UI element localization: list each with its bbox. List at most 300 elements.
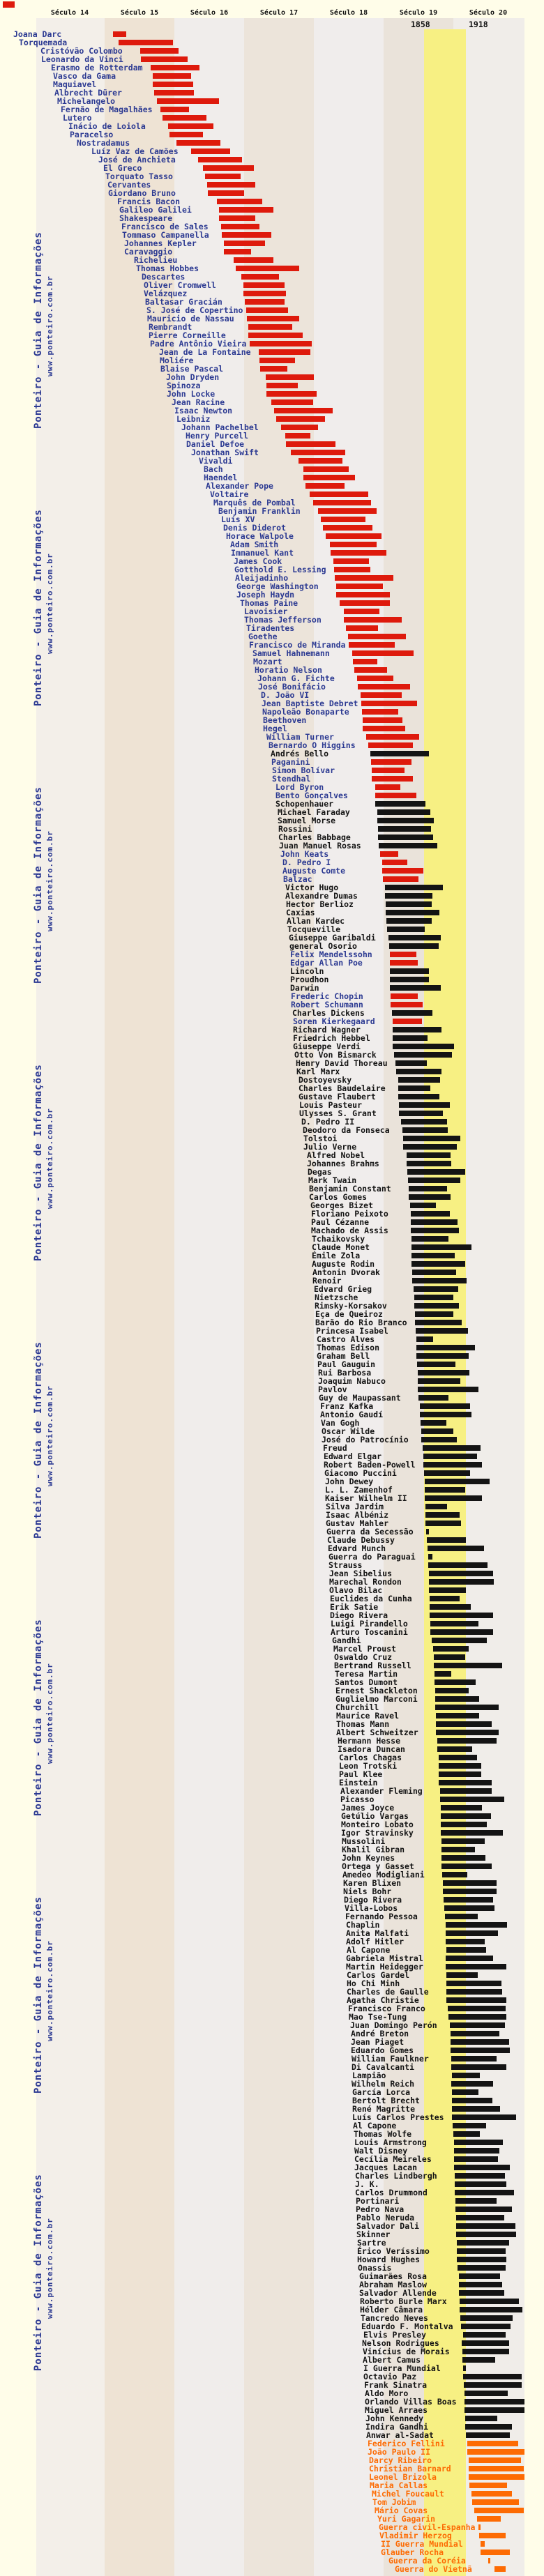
person-label: Kaiser Wilhelm II	[325, 1493, 407, 1503]
lifespan-bar	[398, 1094, 439, 1099]
person-label: Niels Bohr	[343, 1887, 392, 1896]
event-label: II Guerra Mundial	[381, 2539, 463, 2549]
person-label: Portinari	[356, 2196, 400, 2206]
person-label: Cristóvão Colombo	[40, 46, 123, 56]
person-label: Churchill	[335, 1702, 379, 1712]
person-label: Rui Barbosa	[318, 1368, 372, 1378]
lifespan-bar	[469, 2483, 507, 2488]
lifespan-bar	[393, 1044, 454, 1049]
lifespan-bar	[361, 701, 417, 706]
lifespan-bar	[399, 1102, 450, 1108]
person-label: Vladimir Herzog	[379, 2531, 452, 2540]
lifespan-bar	[469, 2457, 521, 2463]
person-label: Thomas Mann	[336, 1719, 390, 1729]
person-label: Johann G. Fichte	[257, 673, 335, 683]
person-label: André Breton	[351, 2029, 409, 2038]
lifespan-bar	[441, 1822, 487, 1827]
lifespan-bar	[395, 1060, 427, 1066]
person-label: Caravaggio	[124, 247, 173, 257]
lifespan-bar	[441, 1847, 475, 1852]
lifespan-bar	[153, 82, 193, 87]
lifespan-bar	[140, 48, 179, 54]
event-bar	[428, 1554, 432, 1560]
person-label: Floriano Peixoto	[311, 1209, 388, 1219]
person-label: Francis Bacon	[117, 197, 181, 206]
lifespan-bar	[439, 1755, 477, 1760]
lifespan-bar	[219, 207, 273, 213]
person-label: Rossini	[278, 824, 312, 834]
person-label: Maquiavel	[53, 79, 97, 89]
person-label: D. Pedro II	[301, 1117, 355, 1127]
lifespan-bar	[392, 1010, 432, 1016]
lifespan-bar	[461, 2324, 511, 2329]
person-label: Fernão de Magalhães	[61, 105, 153, 114]
lifespan-bar	[408, 1178, 460, 1183]
person-label: Arturo Toscanini	[331, 1627, 408, 1637]
lifespan-bar	[380, 851, 398, 857]
person-label: Michel Foucault	[372, 2489, 444, 2499]
lifespan-bar	[430, 1621, 478, 1626]
person-label: Ortega y Gasset	[342, 1861, 414, 1871]
lifespan-bar	[451, 2031, 499, 2036]
lifespan-bar	[163, 115, 206, 121]
lifespan-bar	[464, 2407, 524, 2413]
event-label: Guerra da Secessão	[326, 1527, 414, 1537]
lifespan-bar	[217, 199, 262, 204]
sidebar-url-link[interactable]: www.ponteiro.com.br	[45, 1385, 54, 1486]
person-label: Beethoven	[263, 715, 307, 725]
lifespan-bar	[418, 1370, 469, 1375]
lifespan-bar	[385, 885, 443, 890]
lifespan-bar	[113, 31, 126, 37]
lifespan-bar	[452, 2114, 516, 2120]
event-label: Guerra do Paraguai	[328, 1552, 416, 1562]
lifespan-bar	[440, 1788, 492, 1794]
lifespan-bar	[456, 2215, 504, 2220]
lifespan-bar	[430, 1613, 493, 1618]
person-label: Charles Babbage	[278, 832, 351, 842]
lifespan-bar	[323, 525, 372, 531]
person-label: Chaplin	[346, 1920, 380, 1930]
lifespan-bar	[469, 2474, 524, 2480]
person-label: Castro Alves	[317, 1334, 375, 1344]
person-label: Marquês de Pombal	[213, 498, 296, 508]
lifespan-bar	[446, 1956, 493, 1961]
event-bar	[426, 1529, 429, 1534]
person-label: Giacomo Puccini	[324, 1468, 397, 1478]
person-label: Skinner	[356, 2230, 391, 2239]
lifespan-bar	[436, 1713, 479, 1718]
lifespan-bar	[377, 818, 434, 823]
lifespan-bar	[393, 1027, 441, 1032]
person-label: Lord Byron	[275, 782, 324, 792]
person-label: Schopenhauer	[275, 799, 334, 809]
century-label: Século 14	[50, 9, 89, 17]
century-label: Século 20	[469, 9, 508, 17]
lifespan-bar	[357, 676, 393, 681]
person-label: Charles de Gaulle	[347, 1987, 429, 1997]
lifespan-bar	[375, 784, 400, 790]
person-label: Roberto Burle Marx	[360, 2296, 447, 2306]
person-label: García Lorca	[352, 2087, 411, 2097]
lifespan-bar	[368, 742, 413, 748]
lifespan-bar	[414, 1286, 458, 1292]
person-label: Proudhon	[290, 975, 329, 984]
person-label: Goethe	[248, 632, 278, 641]
person-label: Alexander Pope	[206, 481, 273, 491]
person-label: Albrecht Dürer	[54, 88, 122, 98]
person-label: Sartre	[357, 2238, 386, 2248]
person-label: John Dryden	[166, 372, 220, 382]
lifespan-bar	[390, 977, 429, 982]
lifespan-bar	[453, 2123, 486, 2128]
lifespan-bar	[222, 232, 271, 238]
lifespan-bar	[416, 1328, 468, 1334]
person-label: Torquemada	[19, 38, 68, 47]
lifespan-bar	[444, 1897, 493, 1903]
person-label: Jean de La Fontaine	[159, 347, 251, 357]
person-label: Felix Mendelssohn	[290, 950, 372, 959]
lifespan-bar	[416, 1345, 475, 1350]
person-label: Jean Baptiste Debret	[262, 699, 358, 708]
person-label: Samuel Hahnemann	[252, 648, 330, 658]
person-label: Silva Jardim	[326, 1502, 384, 1511]
sidebar-title: Ponteiro - Guia de Informações	[33, 1341, 44, 1539]
lifespan-bar	[391, 1002, 423, 1007]
lifespan-bar	[224, 249, 251, 254]
sidebar-title: Ponteiro - Guia de Informações	[33, 231, 44, 429]
person-label: Guglielmo Marconi	[335, 1694, 418, 1704]
lifespan-bar	[433, 1646, 469, 1652]
person-label: Vasco da Gama	[53, 71, 116, 81]
person-label: Einstein	[339, 1778, 378, 1788]
lifespan-bar	[389, 943, 439, 949]
lifespan-bar	[208, 190, 244, 196]
person-label: Abraham Maslow	[359, 2280, 427, 2289]
lifespan-bar	[303, 475, 355, 480]
sidebar-title: Ponteiro - Guia de Informações	[33, 786, 44, 984]
lifespan-bar	[428, 1546, 484, 1551]
lifespan-bar	[246, 307, 288, 313]
person-label: Antonin Dvorak	[312, 1267, 380, 1277]
person-label: Graham Bell	[317, 1351, 370, 1361]
event-label: Guerra civil-Espanha	[379, 2522, 476, 2532]
lifespan-bar	[467, 2449, 524, 2455]
sidebar-url-link[interactable]: www.ponteiro.com.br	[45, 275, 54, 376]
lifespan-bar	[393, 1035, 428, 1041]
lifespan-bar	[219, 215, 255, 221]
person-label: Spinoza	[167, 381, 201, 390]
lifespan-bar	[248, 324, 292, 330]
person-label: Degas	[308, 1167, 332, 1177]
person-label: Carlos Gardel	[347, 1970, 410, 1980]
lifespan-bar	[191, 148, 230, 154]
person-label: Darwin	[290, 983, 319, 993]
person-label: Igor Stravinsky	[341, 1828, 414, 1838]
lifespan-bar	[363, 726, 405, 731]
lifespan-bar	[446, 1972, 478, 1978]
lifespan-bar	[459, 2273, 500, 2279]
person-label: Alexandre Dumas	[285, 891, 358, 901]
person-label: Torquato Tasso	[105, 172, 173, 181]
sidebar-url-link[interactable]: www.ponteiro.com.br	[45, 553, 54, 654]
lifespan-bar	[379, 843, 437, 848]
century-label: Século 16	[190, 9, 229, 17]
lifespan-bar	[446, 1997, 506, 2003]
person-label: Eduardo Gomes	[351, 2045, 414, 2055]
sidebar-url-link[interactable]: www.ponteiro.com.br	[45, 1940, 54, 2041]
lifespan-bar	[224, 241, 265, 246]
person-label: Denis Diderot	[223, 523, 287, 533]
lifespan-bar	[451, 2048, 510, 2053]
lifespan-bar	[444, 1905, 494, 1911]
person-label: Martin Heidegger	[346, 1962, 423, 1972]
person-label: Mozart	[253, 657, 282, 666]
person-label: Michelangelo	[57, 96, 116, 106]
lifespan-bar	[453, 2131, 480, 2137]
person-label: Bento Gonçalves	[275, 791, 348, 800]
lifespan-bar	[418, 1378, 460, 1384]
lifespan-bar	[465, 2416, 497, 2421]
lifespan-bar	[457, 2240, 509, 2246]
lifespan-bar	[432, 1638, 487, 1643]
person-label: Tocqueville	[287, 924, 341, 934]
person-label: René Magritte	[352, 2104, 416, 2114]
lifespan-bar	[375, 793, 416, 798]
lifespan-bar	[452, 2106, 500, 2112]
person-label: Fernando Pessoa	[345, 1912, 418, 1921]
person-label: Stendhal	[272, 774, 311, 784]
lifespan-bar	[446, 1989, 502, 1995]
lifespan-bar	[441, 1855, 485, 1861]
band-end-year-label: 1918	[469, 20, 488, 29]
person-label: Frank Sinatra	[364, 2380, 428, 2390]
sidebar-title: Ponteiro - Guia de Informações	[33, 2174, 44, 2371]
person-label: Victor Hugo	[285, 883, 339, 892]
logo-mark	[3, 1, 15, 8]
person-label: James Cook	[234, 556, 282, 566]
lifespan-bar	[271, 399, 313, 405]
person-label: Gotthold E. Lessing	[234, 565, 326, 574]
lifespan-bar	[452, 2089, 478, 2095]
person-label: Jonathan Swift	[191, 448, 259, 457]
person-label: Alfred Nobel	[307, 1150, 365, 1160]
lifespan-bar	[344, 617, 402, 623]
lifespan-bar	[362, 709, 398, 715]
person-label: Richard Wagner	[293, 1025, 361, 1035]
lifespan-bar	[403, 1136, 460, 1141]
lifespan-bar	[471, 2491, 512, 2497]
lifespan-bar	[430, 1604, 471, 1610]
lifespan-bar	[363, 717, 402, 723]
person-label: Daniel Defoe	[186, 439, 245, 449]
lifespan-bar	[460, 2299, 519, 2304]
person-label: Friedrich Hebbel	[293, 1033, 370, 1043]
lifespan-bar	[330, 542, 377, 547]
person-label: Luís XV	[221, 515, 255, 524]
event-bar	[478, 2524, 481, 2530]
lifespan-bar	[417, 1362, 455, 1367]
sidebar-url-link[interactable]: www.ponteiro.com.br	[45, 830, 54, 931]
lifespan-bar	[398, 1077, 440, 1083]
person-label: John Kennedy	[365, 2414, 424, 2423]
person-label: Indira Gandhi	[365, 2422, 429, 2432]
lifespan-bar	[375, 801, 425, 807]
person-label: Johannes Brahms	[307, 1159, 379, 1168]
lifespan-bar	[371, 759, 411, 765]
lifespan-bar	[409, 1186, 447, 1191]
person-label: Padre Antônio Vieira	[150, 339, 247, 349]
person-label: William Turner	[266, 732, 334, 742]
lifespan-bar	[378, 826, 431, 832]
person-label: Van Gogh	[321, 1418, 360, 1428]
person-label: José Bonifácio	[258, 682, 326, 692]
lifespan-bar	[344, 609, 379, 614]
person-label: Jean Sibelius	[329, 1569, 393, 1578]
lifespan-bar	[326, 533, 381, 539]
lifespan-bar	[243, 291, 286, 296]
lifespan-bar	[460, 2315, 513, 2321]
lifespan-bar	[285, 433, 310, 439]
person-label: Bertrand Russell	[334, 1661, 411, 1670]
lifespan-bar	[221, 224, 259, 229]
person-label: Guimarães Rosa	[359, 2271, 427, 2281]
person-label: Baltasar Gracián	[145, 297, 222, 307]
lifespan-bar	[474, 2508, 524, 2513]
lifespan-bar	[391, 993, 418, 999]
lifespan-bar	[349, 642, 395, 648]
person-label: Lavoisier	[244, 607, 288, 616]
person-label: Thomas Paine	[240, 598, 299, 608]
lifespan-bar	[439, 1771, 481, 1777]
person-label: Shakespeare	[119, 213, 173, 223]
person-label: Nietzsche	[315, 1293, 358, 1302]
lifespan-bar	[421, 1420, 446, 1426]
lifespan-bar	[396, 1069, 441, 1074]
lifespan-bar	[451, 2081, 493, 2087]
person-label: Edvard Munch	[328, 1544, 386, 1553]
lifespan-bar	[446, 1939, 485, 1944]
lifespan-bar	[157, 98, 219, 104]
person-label: Caxias	[286, 908, 315, 917]
person-label: Isaac Newton	[174, 406, 233, 416]
lifespan-bar	[451, 2039, 509, 2045]
person-label: El Greco	[103, 163, 142, 173]
lifespan-bar	[467, 2441, 518, 2446]
lifespan-bar	[259, 349, 310, 355]
person-label: D. João VI	[261, 690, 310, 700]
century-label: Século 18	[329, 9, 368, 17]
lifespan-bar	[385, 893, 432, 899]
person-label: D. Pedro I	[282, 858, 331, 867]
person-label: Oliver Cromwell	[144, 280, 216, 290]
sidebar-url-link[interactable]: www.ponteiro.com.br	[45, 1663, 54, 1764]
person-label: Euclides da Cunha	[330, 1594, 412, 1603]
lifespan-bar	[425, 1504, 447, 1509]
person-label: Freud	[323, 1443, 347, 1453]
lifespan-bar	[119, 40, 173, 45]
person-label: Velázquez	[144, 289, 188, 298]
lifespan-bar	[464, 2382, 522, 2388]
lifespan-bar	[207, 182, 255, 188]
person-label: Karen Blixen	[343, 1878, 402, 1888]
sidebar-url-link[interactable]: www.ponteiro.com.br	[45, 1108, 54, 1209]
lifespan-bar	[336, 584, 383, 589]
lifespan-bar	[462, 2349, 509, 2354]
person-label: Wilhelm Reich	[352, 2079, 415, 2089]
lifespan-bar	[454, 2165, 510, 2170]
lifespan-bar	[410, 1203, 436, 1208]
person-label: Johann Pachelbel	[181, 422, 259, 432]
person-label: Jean Racine	[172, 397, 225, 407]
lifespan-bar	[286, 441, 335, 447]
person-label: Nelson Rodrigues	[362, 2338, 439, 2348]
person-label: Edward Elgar	[324, 1451, 382, 1461]
person-label: Cecília Meireles	[354, 2154, 432, 2164]
person-label: Horace Walpole	[226, 531, 294, 541]
person-label: Carlos Drummond	[355, 2188, 428, 2197]
person-label: Ho Chi Minh	[347, 1979, 400, 1988]
person-label: Louis Armstrong	[354, 2137, 427, 2147]
person-label: José do Patrocínio	[322, 1435, 409, 1445]
lifespan-bar	[456, 2232, 516, 2237]
lifespan-bar	[437, 1738, 497, 1744]
person-label: Eça de Queiroz	[315, 1309, 383, 1319]
lifespan-bar	[377, 809, 430, 815]
lifespan-bar	[465, 2424, 512, 2430]
person-label: Julio Verne	[303, 1142, 357, 1152]
lifespan-bar	[425, 1521, 461, 1526]
person-label: Renoir	[312, 1276, 342, 1286]
lifespan-bar	[441, 1830, 503, 1836]
lifespan-bar	[411, 1228, 459, 1233]
person-label: Hector Berlioz	[286, 899, 354, 909]
lifespan-bar	[411, 1211, 450, 1217]
event-label: I Guerra Mundial	[363, 2363, 441, 2373]
lifespan-bar	[154, 90, 194, 96]
person-label: Hélder Câmara	[360, 2305, 423, 2315]
person-label: Andrés Bello	[271, 749, 329, 759]
person-label: Auguste Comte	[282, 866, 346, 876]
person-label: Giuseppe Verdi	[293, 1042, 361, 1051]
lifespan-bar	[402, 1127, 448, 1133]
lifespan-bar	[266, 391, 317, 397]
person-label: Bach	[204, 464, 223, 474]
person-label: Maurice Ravel	[336, 1711, 400, 1721]
person-label: Henry Purcell	[186, 431, 249, 441]
sidebar-url-link[interactable]: www.ponteiro.com.br	[45, 2218, 54, 2319]
person-label: Cervantes	[107, 180, 151, 190]
lifespan-bar	[459, 2282, 502, 2287]
person-label: Olavo Bilac	[329, 1585, 383, 1595]
person-label: Dostoyevsky	[299, 1075, 352, 1085]
century-label: Século 17	[259, 9, 299, 17]
person-label: Hegel	[263, 724, 287, 733]
lifespan-bar	[386, 910, 439, 915]
lifespan-bar	[241, 274, 279, 280]
lifespan-bar	[445, 1914, 478, 1919]
lifespan-bar	[353, 659, 377, 664]
person-label: Orlando Villas Boas	[365, 2397, 457, 2407]
person-label: Edvard Grieg	[314, 1284, 372, 1294]
lifespan-bar	[318, 508, 377, 514]
person-label: Pedro Nava	[356, 2204, 405, 2214]
person-label: Frederic Chopin	[291, 991, 363, 1001]
person-label: Marcel Proust	[333, 1644, 397, 1654]
lifespan-bar	[407, 1169, 465, 1175]
lifespan-bar	[446, 1947, 486, 1953]
person-label: Galileo Galilei	[119, 205, 192, 215]
